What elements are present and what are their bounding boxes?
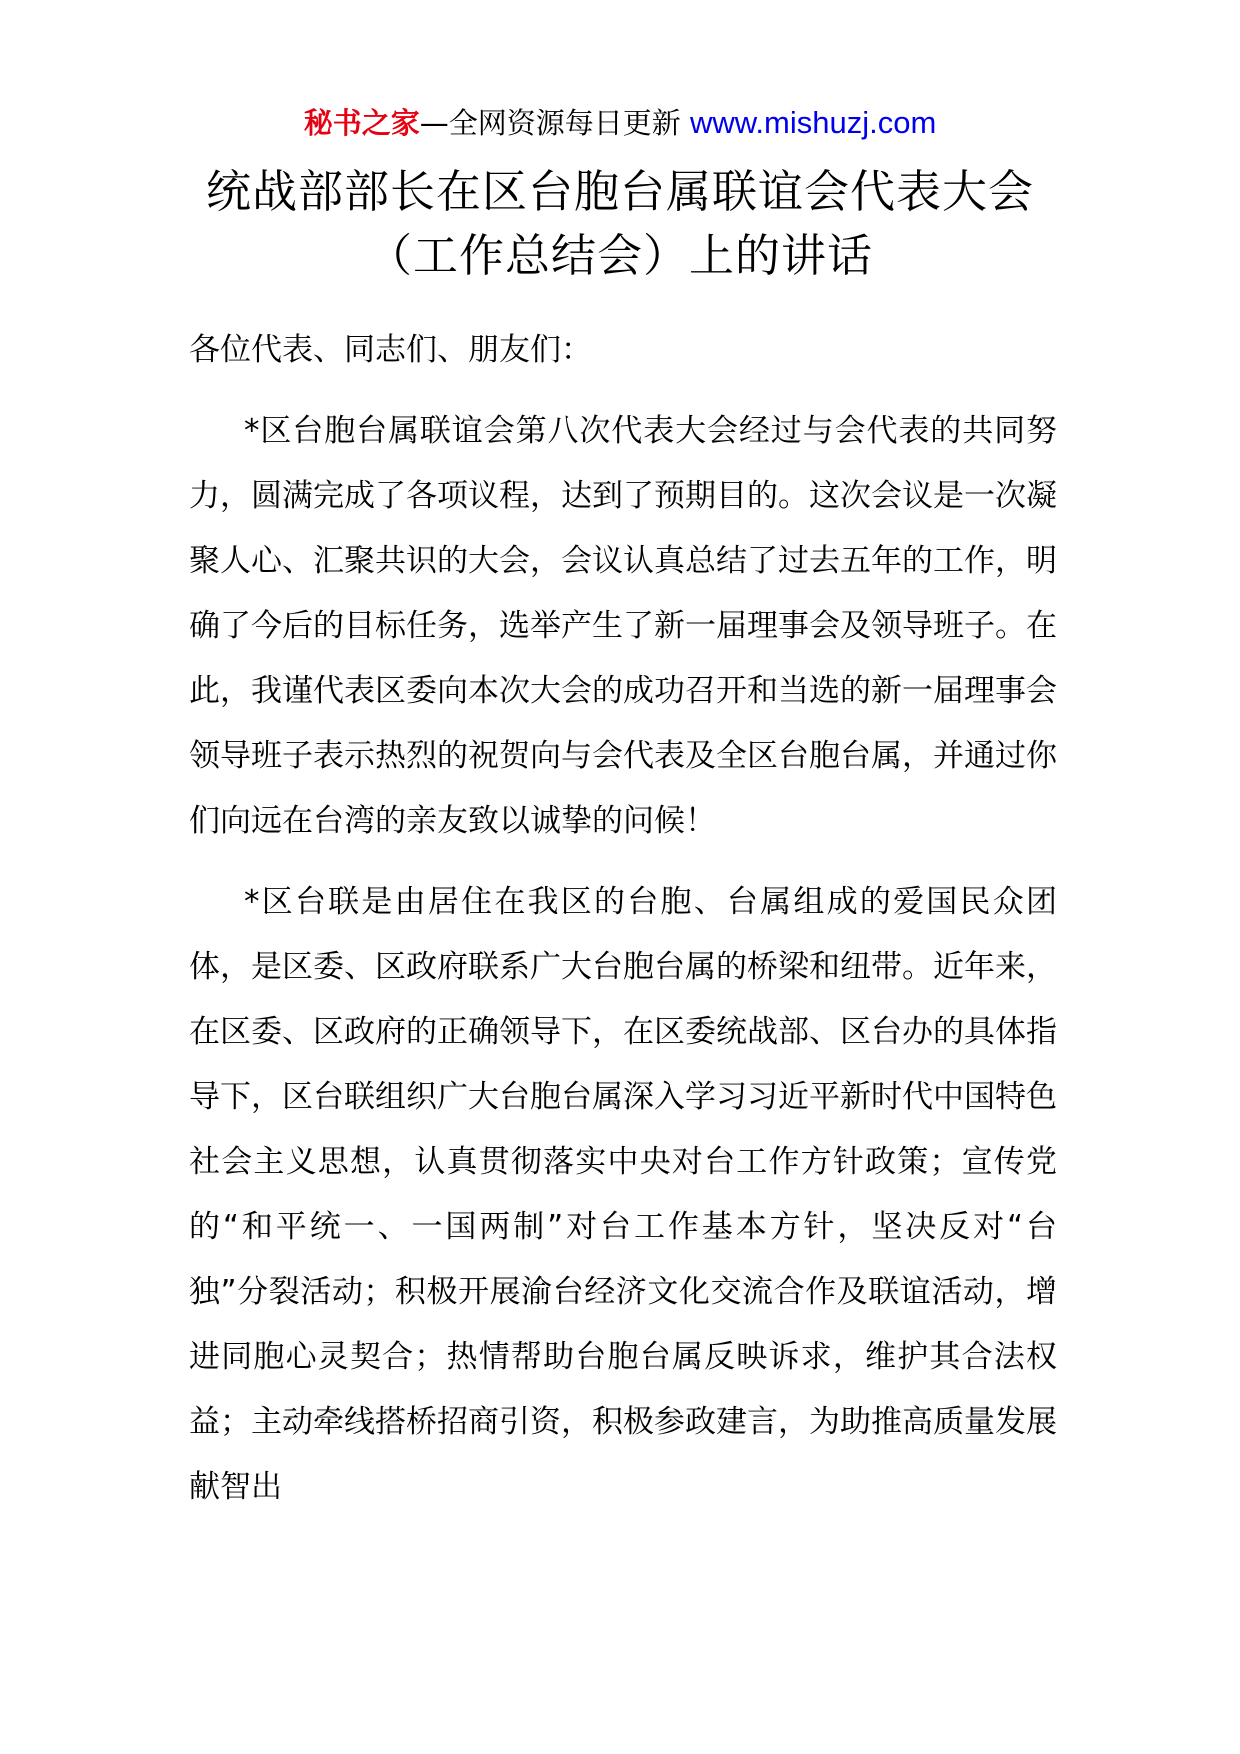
- page-header: [0, 103, 1240, 143]
- title-line-1: 统战部部长在区台胞台属联谊会代表大会: [205, 165, 1034, 218]
- brand-name: 秘书之家: [303, 106, 420, 140]
- title-line-2: （工作总结会）上的讲话: [366, 229, 873, 282]
- salutation: 各位代表、同志们、朋友们：: [189, 332, 592, 368]
- website-link[interactable]: www.mishuzj.com: [689, 105, 937, 140]
- paragraph: *区台胞台属联谊会第八次代表大会经过与会代表的共同努力，圆满完成了各项议程，达到了预期目的。这次会议是一次凝聚人心、汇聚共识的大会，会议认真总结了过去五年的工作，明确了今后的目标任务，选举产生了新一届理事会及领导班子。在此，我谨代表区委向本次大会的成功召开和当选的新一届理事会领导班子表示热烈的祝贺向与会代表及全区台胞台属，并通过你们向远在台湾的亲友致以诚挚的问候！: [189, 413, 1057, 839]
- document-body: [189, 318, 1057, 1536]
- paragraph: *区台联是由居住在我区的台胞、台属组成的爱国民众团体，是区委、区政府联系广大台胞台属的桥梁和纽带。近年来，在区委、区政府的正确领导下，在区委统战部、区台办的具体指导下，区台联组织广大台胞台属深入学习习近平新时代中国特色社会主义思想，认真贯彻落实中央对台工作方针政策；宣传党的“和平统一、一国两制”对台工作基本方针，坚决反对“台独”分裂活动；积极开展渝台经济文化交流合作及联谊活动，增进同胞心灵契合；热情帮助台胞台属反映诉求，维护其合法权益；主动牵线搭桥招商引资，积极参政建言，为助推高质量发展献智出: [189, 884, 1057, 1505]
- document-title: [150, 160, 1090, 288]
- header-slogan: —全网资源每日更新: [419, 106, 681, 140]
